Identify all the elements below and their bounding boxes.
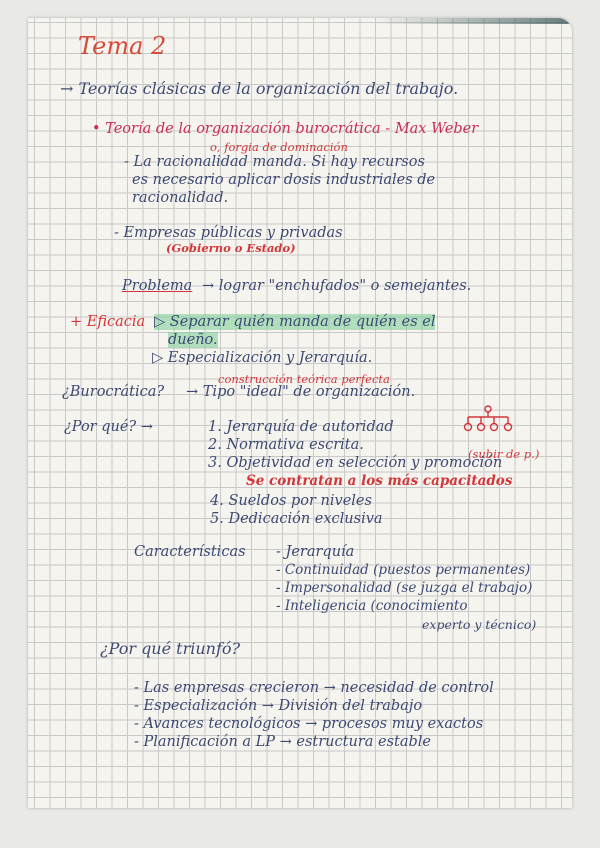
eficacia-item-1a: ▷ Separar quién manda de quién es el: [154, 314, 436, 330]
reason-4: 4. Sueldos por niveles: [210, 493, 372, 509]
construccion-note: construcción teórica perfecta: [218, 372, 390, 386]
caracteristica-1: - Jerarquía: [276, 544, 355, 560]
notebook-page: [28, 18, 572, 808]
triunfo-2: - Especialización → División del trabajo: [134, 698, 423, 714]
caracteristica-4: - Inteligencia (conocimiento: [276, 598, 468, 614]
porque-question: ¿Por qué? →: [64, 419, 153, 435]
racionalidad-line-1: - La racionalidad manda. Si hay recursos: [124, 154, 425, 170]
racionalidad-line-3: racionalidad.: [132, 190, 229, 206]
burocratica-answer: → Tipo "ideal" de organización.: [186, 384, 416, 400]
reason-3: 3. Objetividad en selección y promoción: [208, 455, 503, 471]
reason-1: 1. Jerarquía de autoridad: [208, 419, 394, 435]
gobierno-note: (Gobierno o Estado): [166, 241, 296, 255]
triunfo-4: - Planificación a LP → estructura estable: [134, 734, 431, 750]
reason-5: 5. Dedicación exclusiva: [210, 511, 383, 527]
reason-2: 2. Normativa escrita.: [208, 437, 364, 453]
problema-text: → lograr "enchufados" o semejantes.: [202, 278, 472, 294]
hierarchy-icon: [460, 405, 516, 435]
triunfo-1: - Las empresas crecieron → necesidad de control: [134, 680, 494, 696]
eficacia-label: + Eficacia: [70, 314, 146, 330]
triunfo-3: - Avances tecnológicos → procesos muy exactos: [134, 716, 484, 732]
triunfo-question: ¿Por qué triunfó?: [100, 639, 241, 658]
subtitle: → Teorías clásicas de la organización del trabajo.: [60, 79, 459, 98]
racionalidad-line-2: es necesario aplicar dosis industriales de: [132, 172, 436, 188]
problema-label: Problema: [122, 278, 193, 294]
eficacia-item-1b: dueño.: [168, 332, 218, 348]
page-edge-shadow: [372, 18, 572, 24]
caracteristica-2: - Continuidad (puestos permanentes): [276, 562, 531, 578]
eficacia-item-2: ▷ Especialización y Jerarquía.: [152, 350, 373, 366]
subir-note: (subir de p.): [468, 447, 540, 461]
caracteristica-3: - Impersonalidad (se juzga el trabajo): [276, 580, 533, 596]
burocratica-question: ¿Burocrática?: [62, 384, 165, 400]
se-contratan-note: Se contratan a los más capacitados: [246, 473, 513, 489]
empresas-line: - Empresas públicas y privadas: [114, 225, 343, 241]
caracteristica-4b: experto y técnico): [422, 617, 537, 632]
forgia-note: o, forgia de dominación: [210, 140, 348, 154]
bullet-teoria: • Teoría de la organización burocrática - Max Weber: [92, 121, 479, 137]
caracteristicas-label: Características: [134, 544, 246, 560]
page-title: Tema 2: [78, 32, 167, 60]
